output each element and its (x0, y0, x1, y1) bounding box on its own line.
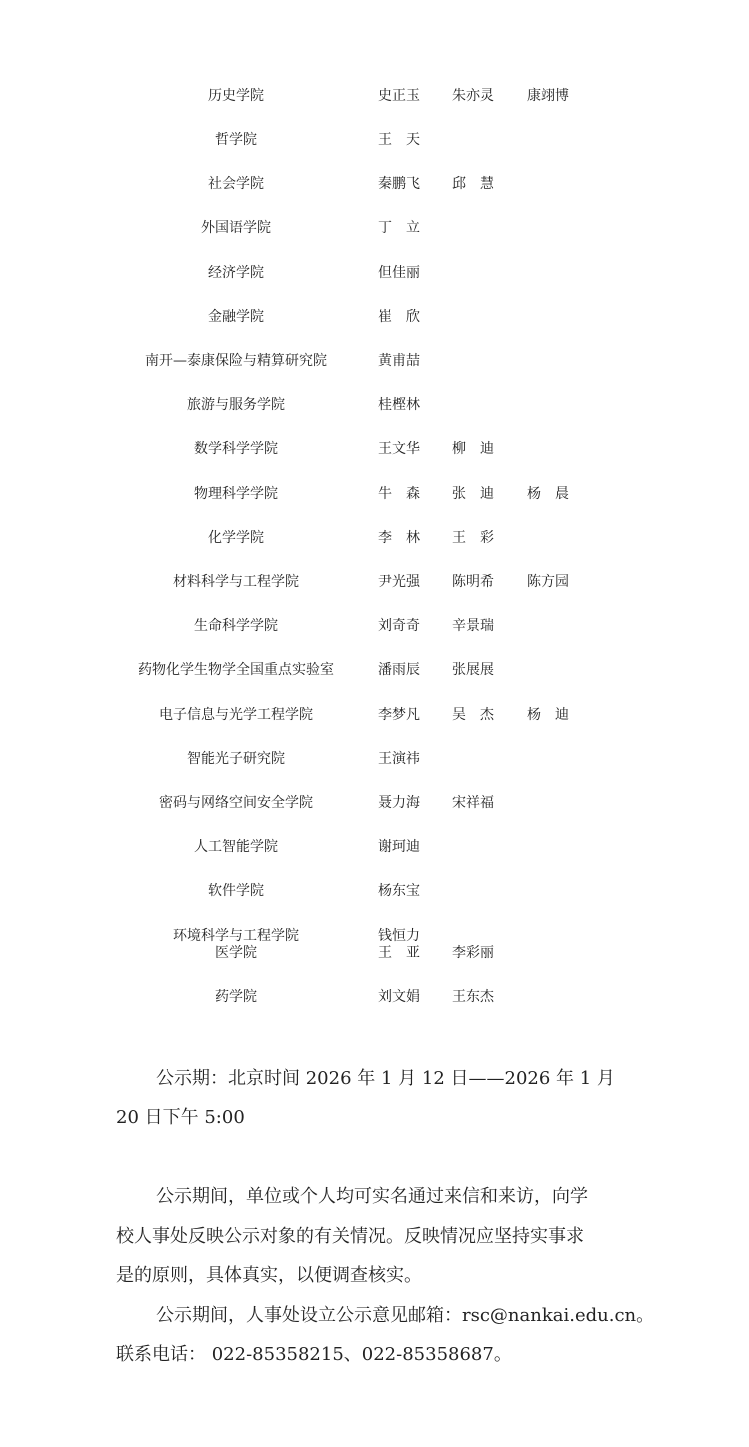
person-name: 聂力海 (378, 795, 420, 811)
person-name: 宋祥福 (452, 795, 494, 811)
person-name: 尹光强 (378, 574, 420, 590)
person-name: 陈明希 (452, 574, 494, 590)
roster-row (0, 943, 749, 987)
unit-name: 电子信息与光学工程学院 (159, 707, 313, 723)
unit-name: 哲学院 (215, 132, 257, 148)
person-name: 康翊博 (527, 88, 569, 104)
roster-row (0, 705, 749, 749)
feedback-paragraph-line: 是的原则，具体真实，以便调查核实。 (116, 1265, 422, 1286)
person-name: 刘奇奇 (378, 618, 420, 634)
person-name: 柳 迪 (452, 441, 494, 457)
publicity-period-cont: 20 日下午 5:00 (116, 1107, 245, 1128)
roster-row (0, 837, 749, 881)
person-name: 王演祎 (378, 751, 420, 767)
unit-name: 软件学院 (208, 883, 264, 899)
roster-row (0, 351, 749, 395)
roster-row (0, 749, 749, 793)
person-name: 刘文娟 (378, 989, 420, 1005)
person-name: 王文华 (378, 441, 420, 457)
person-name: 杨东宝 (378, 883, 420, 899)
person-name: 邱 慧 (452, 176, 494, 192)
roster-row (0, 174, 749, 218)
person-name: 朱亦灵 (452, 88, 494, 104)
person-name: 桂樫林 (378, 397, 420, 413)
person-name: 牛 森 (378, 486, 420, 502)
person-name: 谢珂迪 (378, 839, 420, 855)
roster-row (0, 484, 749, 528)
roster-row (0, 218, 749, 262)
roster-row (0, 130, 749, 174)
feedback-paragraph-line: 校人事处反映公示对象的有关情况。反映情况应坚持实事求 (116, 1226, 584, 1247)
person-name: 秦鹏飞 (378, 176, 420, 192)
roster-row (0, 881, 749, 925)
roster-row (0, 307, 749, 351)
person-name: 潘雨辰 (378, 662, 420, 678)
person-name: 丁 立 (378, 220, 420, 236)
unit-name: 历史学院 (208, 88, 264, 104)
roster-row (0, 528, 749, 572)
unit-name: 医学院 (215, 945, 257, 961)
person-name: 张 迪 (452, 486, 494, 502)
roster-row (0, 793, 749, 837)
person-name: 张展展 (452, 662, 494, 678)
roster-row (0, 572, 749, 616)
unit-name: 经济学院 (208, 265, 264, 281)
roster-row (0, 987, 749, 1031)
person-name: 李梦凡 (378, 707, 420, 723)
unit-name: 人工智能学院 (194, 839, 278, 855)
unit-name: 材料科学与工程学院 (173, 574, 299, 590)
person-name: 辛景瑞 (452, 618, 494, 634)
unit-name: 环境科学与工程学院 (173, 928, 299, 944)
person-name: 钱恒力 (378, 928, 420, 944)
unit-name: 数学科学学院 (194, 441, 278, 457)
unit-name: 药物化学生物学全国重点实验室 (138, 662, 334, 678)
roster-row (0, 263, 749, 307)
publicity-period: 公示期：北京时间 2026 年 1 月 12 日——2026 年 1 月 (156, 1068, 615, 1089)
person-name: 杨 晨 (527, 486, 569, 502)
unit-name: 旅游与服务学院 (187, 397, 285, 413)
roster-row (0, 395, 749, 439)
person-name: 崔 欣 (378, 309, 420, 325)
unit-name: 药学院 (215, 989, 257, 1005)
person-name: 史正玉 (378, 88, 420, 104)
person-name: 王 彩 (452, 530, 494, 546)
unit-name: 金融学院 (208, 309, 264, 325)
unit-name: 南开—泰康保险与精算研究院 (145, 353, 327, 369)
roster-row (0, 616, 749, 660)
roster-row (0, 439, 749, 483)
unit-name: 化学学院 (208, 530, 264, 546)
person-name: 但佳丽 (378, 265, 420, 281)
roster-row (0, 926, 749, 944)
person-name: 李彩丽 (452, 945, 494, 961)
unit-name: 智能光子研究院 (187, 751, 285, 767)
unit-name: 密码与网络空间安全学院 (159, 795, 313, 811)
person-name: 王 天 (378, 132, 420, 148)
roster-row (0, 86, 749, 130)
person-name: 王东杰 (452, 989, 494, 1005)
contact-phone: 联系电话： 022-85358215、022-85358687。 (116, 1344, 512, 1365)
person-name: 吴 杰 (452, 707, 494, 723)
unit-name: 物理科学学院 (194, 486, 278, 502)
feedback-email: 公示期间，人事处设立公示意见邮箱：rsc@nankai.edu.cn。 (156, 1305, 655, 1326)
person-name: 杨 迪 (527, 707, 569, 723)
person-name: 陈方园 (527, 574, 569, 590)
person-name: 黄甫喆 (378, 353, 420, 369)
roster-row (0, 660, 749, 704)
unit-name: 社会学院 (208, 176, 264, 192)
person-name: 王 亚 (378, 945, 420, 961)
person-name: 李 林 (378, 530, 420, 546)
feedback-paragraph-line: 公示期间，单位或个人均可实名通过来信和来访，向学 (156, 1186, 588, 1207)
unit-name: 生命科学学院 (194, 618, 278, 634)
unit-name: 外国语学院 (201, 220, 271, 236)
